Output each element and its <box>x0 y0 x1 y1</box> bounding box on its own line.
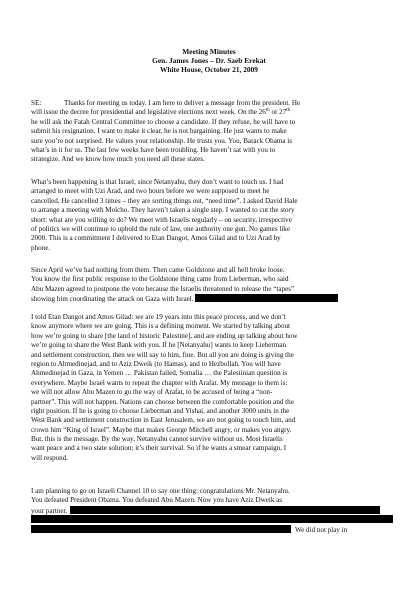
paragraph-5 <box>31 487 393 534</box>
text-line: strategize. And we know how much you need all these states. <box>31 155 205 164</box>
text-line: You defeated President Obama. You defeated Abu Mazen. Now you have Aziz Dweik as <box>31 496 283 505</box>
text-line <box>31 294 393 303</box>
text-fragment: showing him coordinating the attack on Gaza with Israel. <box>31 295 194 304</box>
text-line: Ahmedinejad in Gaza, in Yemen … Pakistan failed, Somalia … the Palestinian question is <box>31 369 288 378</box>
text-line <box>31 108 393 117</box>
text-line: how we’re going to share [the land of historic Palestine], and are ending up talking about how <box>31 331 298 340</box>
text-line: partner”. This will not happen. Nations can choose between the comfortable position and the <box>31 397 294 406</box>
paragraph-1 <box>31 99 393 165</box>
meeting-location-date: White House, October 21, 2009 <box>160 65 258 75</box>
text-line <box>31 525 393 534</box>
text-line: what’s in it for us. The last few weeks have been troubling. He haven’t sat with you to <box>31 145 276 154</box>
text-line: Abu Mazen agreed to postpone the vote because the Israelis threatened to release the “tapes” <box>31 284 295 293</box>
text-line: submit his resignation. I want to make it clear, he is not bargaining. He just wants to make <box>31 127 287 136</box>
text-line: we will not allow Abu Mazen to go the way of Arafat, to be accused of being a “non- <box>31 388 273 397</box>
text-line: Since April we’ve had nothing from them. Then came Goldstone and all hell broke loose. <box>31 266 285 274</box>
text-line: But, this is the message. By the way, Netanyahu cannot survive without us. Most Israelis <box>31 435 283 444</box>
text-line: crown him “King of Israel”. Maybe that makes George Mitchell angry, or makes you angry. <box>31 425 292 434</box>
text-line: 2000. This is a commitment I delivered to Etan Dangot, Amos Gilad and to Uzi Arad by <box>31 234 281 243</box>
document-title: Meeting Minutes <box>182 47 236 56</box>
text-line <box>31 506 393 515</box>
paragraph-2 <box>31 178 393 253</box>
text-fragment: or 27 <box>271 108 287 117</box>
text-line: he will ask the Fatah Central Committee to choose a candidate. If they refuse, he will have to <box>31 117 296 126</box>
text-line: What’s been happening is that Israel, since Netanyahu, they don’t want to touch us. I had <box>31 178 284 186</box>
redaction-bar <box>31 525 291 533</box>
text-line <box>31 515 393 524</box>
text-line: You know the first public response to the Goldstone thing came from Lieberman, who said <box>31 275 289 284</box>
text-fragment: will issue the decree for presidential and legislative elections next week. On the 26 <box>31 108 266 117</box>
ordinal-suffix: th <box>265 108 270 114</box>
text-line: want peace and a two state solution; it’s their survival. So if he wants a smear campaign, I <box>31 444 287 453</box>
ordinal-suffix: th <box>286 108 291 114</box>
text-line: I am planning to go on Israeli Channel 10 to say one thing: congratulations Mr. Netanyahu. <box>31 487 290 495</box>
text-line: will respond. <box>31 453 69 462</box>
redaction-bar <box>195 294 338 302</box>
text-fragment: your partner. <box>31 506 68 515</box>
text-line: and settlement construction, then we will say to him, fine. But all you are doing is giving the <box>31 350 294 359</box>
text-line: phone. <box>31 243 51 252</box>
redaction-bar <box>70 506 380 514</box>
text-line: know anymore where we are going. This is a defining moment. We started by talking about <box>31 322 291 331</box>
paragraph-3 <box>31 266 393 304</box>
speaker-label: SE: <box>31 99 42 107</box>
text-line: cancelled. He cancelled 3 times – they are sorting things out, “need time”. I asked David Hale <box>31 196 298 205</box>
paragraph-4 <box>31 313 393 463</box>
document-header <box>0 47 418 75</box>
text-line: arranged to meet with Uzi Arad, and two hours before we were supposed to meet he <box>31 187 270 196</box>
text-line: sure you’re not surprised. He values your relationship. He trusts you. You, Barack Obama is <box>31 136 293 145</box>
text-line: Thanks for meeting us today. I am here to deliver a message from the president. He <box>64 99 301 107</box>
text-fragment: We did not play in <box>295 525 348 534</box>
text-line: to arrange a meeting with Molcho. They haven’t taken a single step. I wanted to cut the story <box>31 206 295 215</box>
text-line: of politics we will continue to uphold the rule of law, one authority one gun. No games like <box>31 224 290 233</box>
text-line: everywhere. Maybe Israel wants to repeat the chapter with Arafat. My message to them is: <box>31 378 288 387</box>
text-line: right position. If he is going to choose Lieberman and Yishai, and another 3000 units in the <box>31 406 290 415</box>
text-line: West Bank and settlement construction in East Jerusalem, we are not going to touch him, and <box>31 416 296 425</box>
text-line: short: what are you willing to do? We meet with Israelis regularly – on security, irrespective <box>31 215 292 224</box>
text-line: region to Ahmedinejad, and to Aziz Dweik (to Hamas), and to Hezbollah. You will have <box>31 359 281 368</box>
meeting-participants: Gen. James Jones – Dr. Saeb Erekat <box>152 56 266 66</box>
text-line: we’re going to share the West Bank with you. If he [Netanyahu] wants to keep Lieberman <box>31 341 286 350</box>
text-line: I told Etan Dangot and Amos Gilad: we are 19 years into this peace process, and we don’t <box>31 313 286 321</box>
redaction-bar <box>31 515 393 523</box>
